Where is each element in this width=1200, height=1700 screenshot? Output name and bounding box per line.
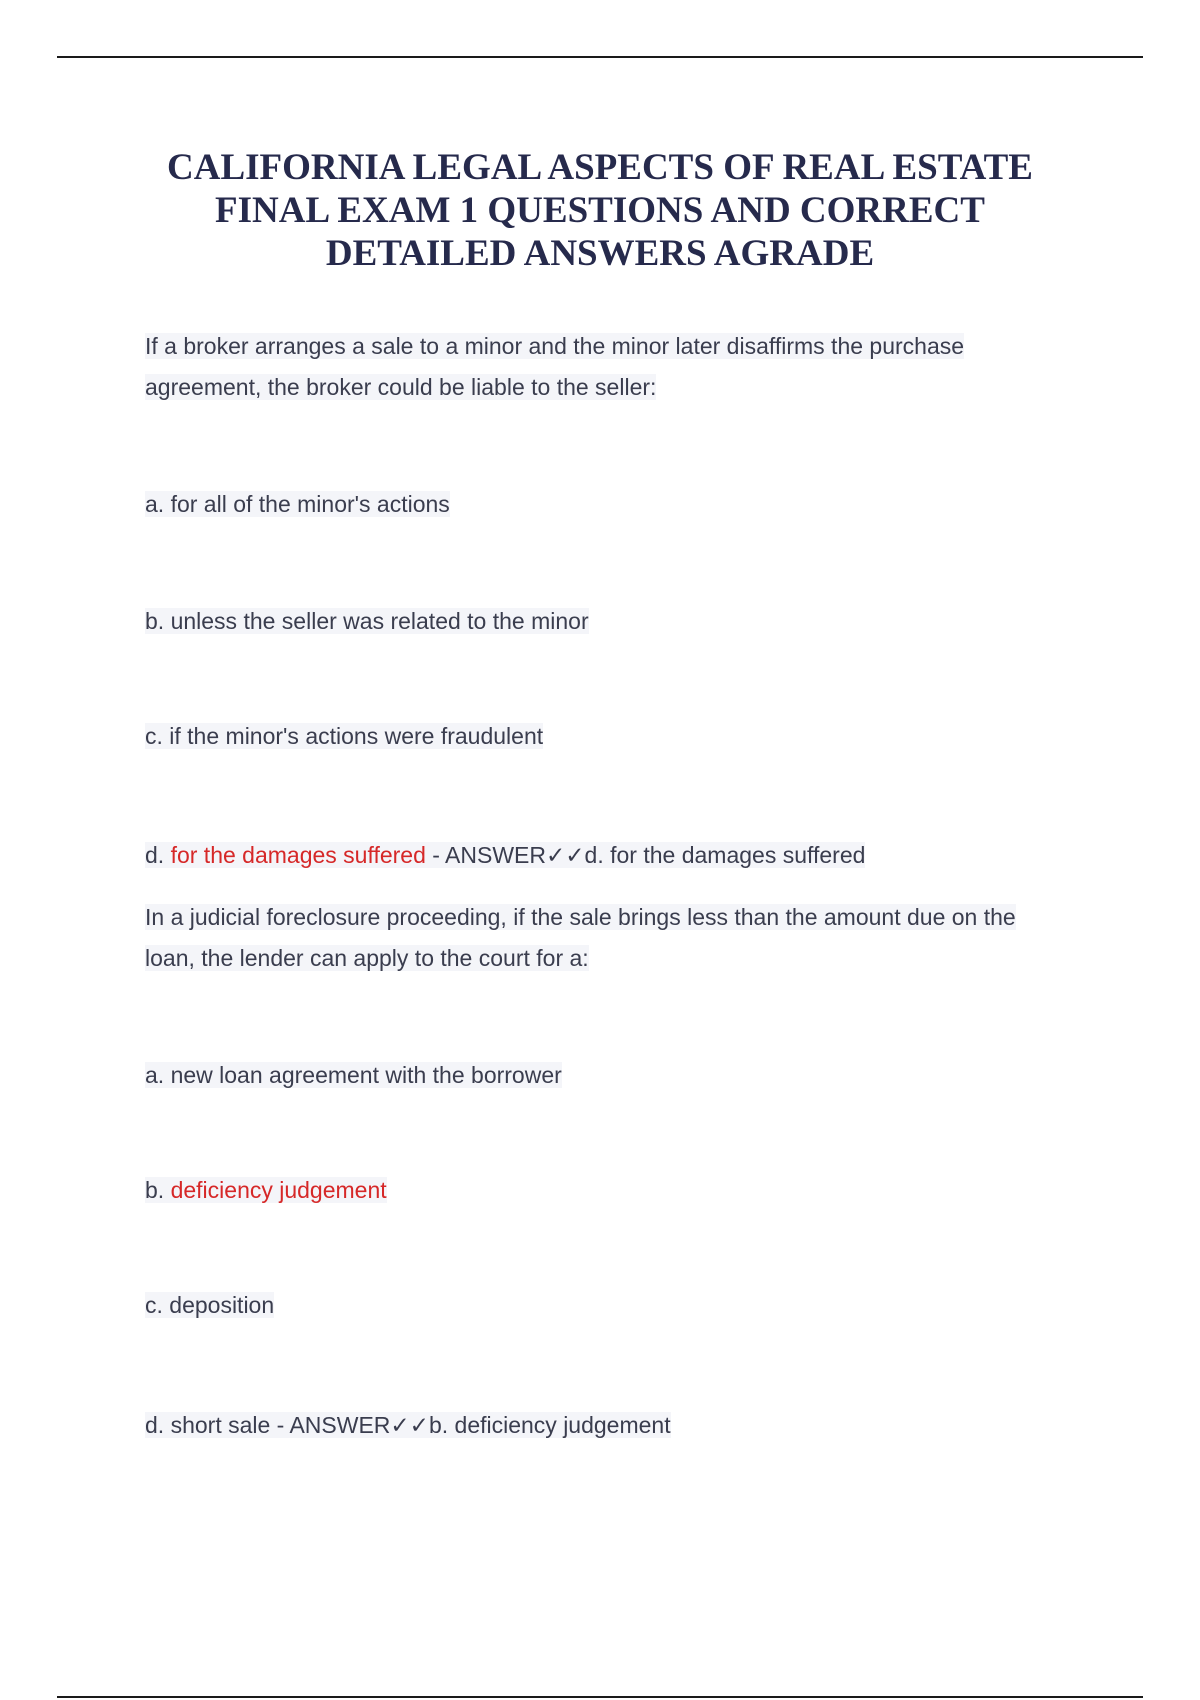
question-1-option-c: [145, 716, 1075, 757]
option-text: d. short sale - ANSWER✓✓b. deficiency judgement: [145, 1412, 671, 1438]
question-1-line-1: If a broker arranges a sale to a minor and the minor later disaffirms the purchase: [145, 333, 965, 359]
option-text: c. deposition: [145, 1292, 275, 1318]
question-2-text: [145, 897, 1075, 979]
question-1-option-d-with-answer: [145, 835, 1075, 876]
document-title: [100, 146, 1100, 275]
question-2-line-2: loan, the lender can apply to the court for a:: [145, 945, 589, 971]
question-2-line-1: In a judicial foreclosure proceeding, if the sale brings less than the amount due on the: [145, 904, 1016, 930]
question-2-option-d-with-answer: [145, 1405, 1075, 1446]
title-line-2: FINAL EXAM 1 QUESTIONS AND CORRECT: [215, 190, 985, 231]
option-text: b. unless the seller was related to the minor: [145, 608, 589, 634]
option-b-prefix: b.: [145, 1177, 171, 1203]
option-text: a. new loan agreement with the borrower: [145, 1062, 562, 1088]
question-1-line-2: agreement, the broker could be liable to the seller:: [145, 374, 657, 400]
answer-key: - ANSWER✓✓d. for the damages suffered: [425, 842, 866, 868]
option-d-highlighted: for the damages suffered: [170, 842, 426, 868]
question-1-option-b: [145, 601, 1075, 642]
question-1-option-a: [145, 484, 1075, 525]
title-line-1: CALIFORNIA LEGAL ASPECTS OF REAL ESTATE: [167, 147, 1033, 188]
bottom-rule: [57, 1696, 1143, 1698]
question-2-option-a: [145, 1055, 1075, 1096]
option-text: c. if the minor's actions were fraudulent: [145, 723, 544, 749]
question-2-option-c: [145, 1285, 1075, 1326]
title-line-3: DETAILED ANSWERS AGRADE: [325, 233, 875, 274]
question-2-option-b: [145, 1170, 1075, 1211]
option-b-highlighted: deficiency judgement: [170, 1177, 387, 1203]
option-text: a. for all of the minor's actions: [145, 491, 450, 517]
top-rule: [57, 56, 1143, 58]
question-1-text: [145, 326, 1075, 408]
option-d-prefix: d.: [145, 842, 171, 868]
